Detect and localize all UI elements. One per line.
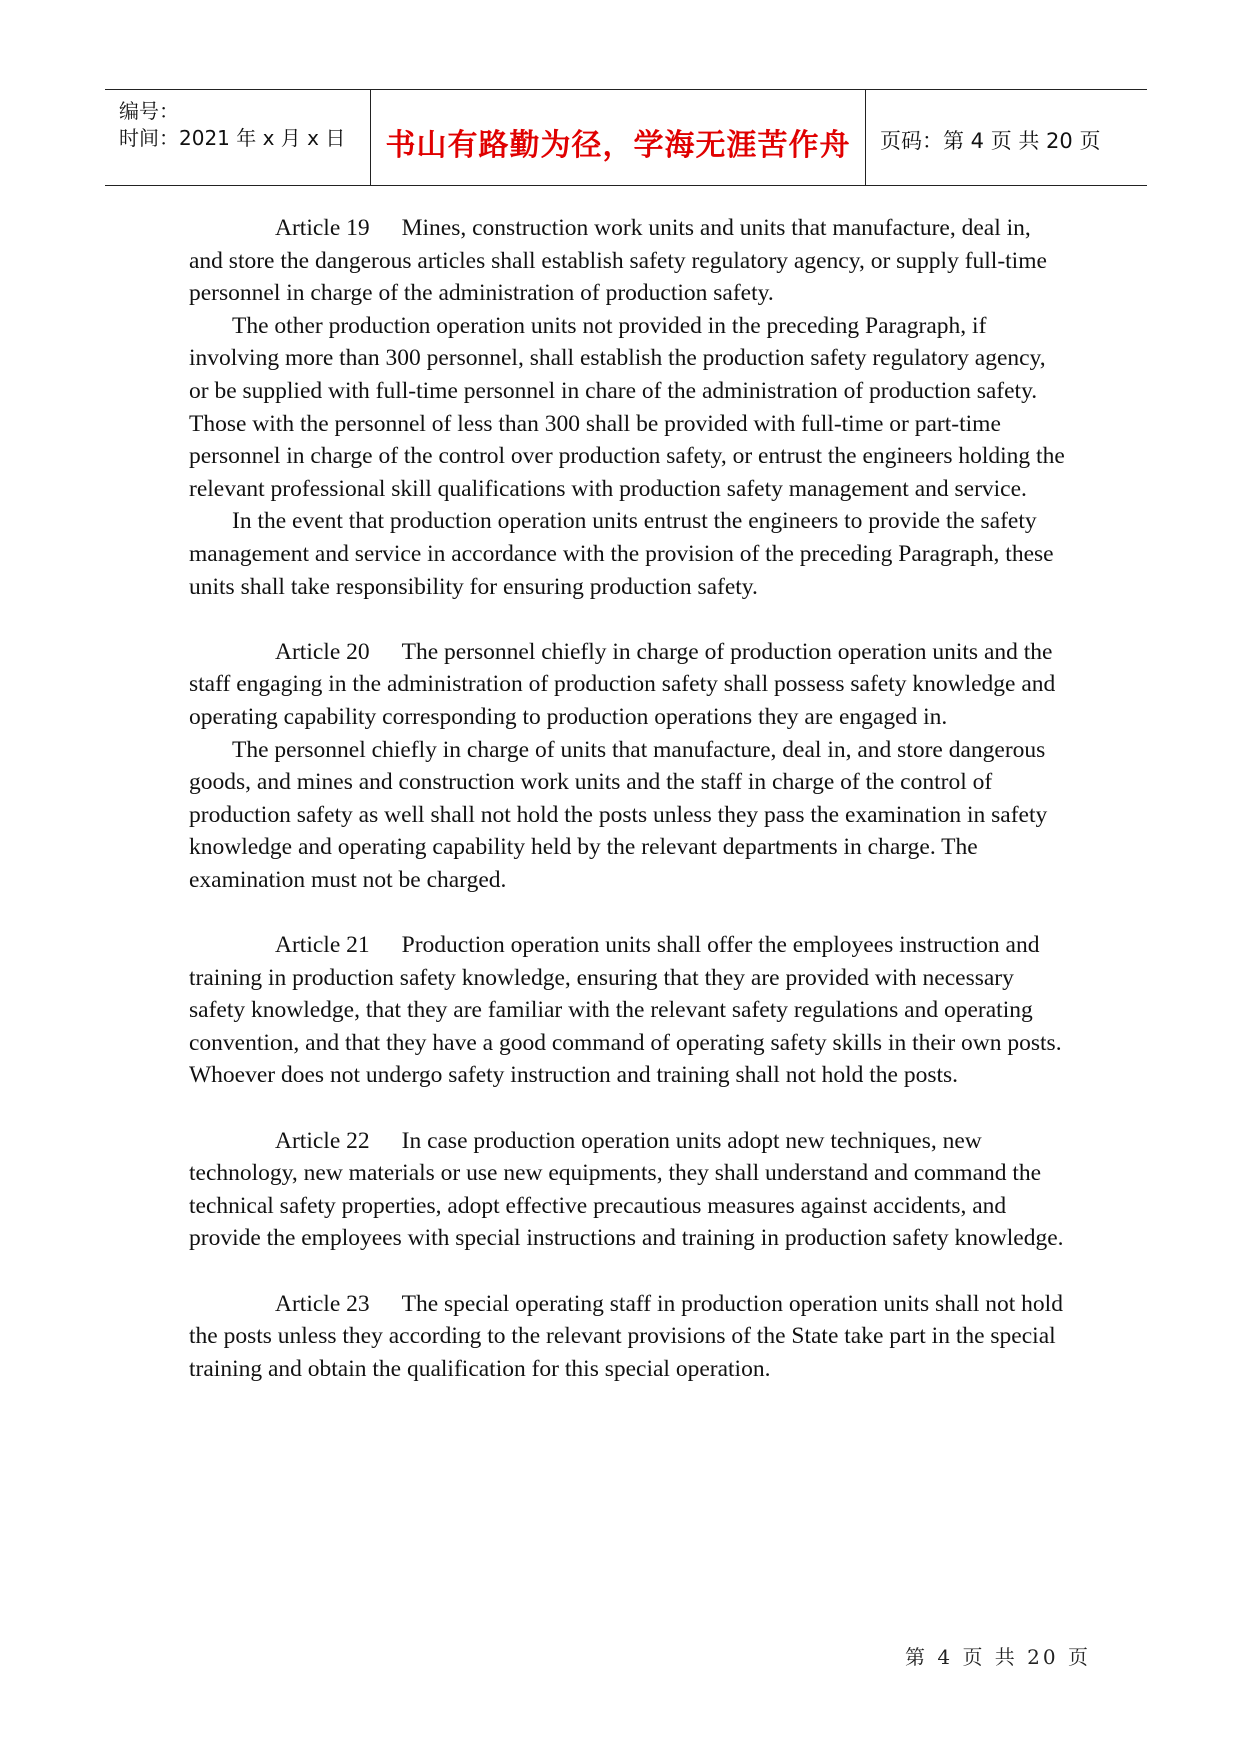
article-21 (189, 929, 1069, 1092)
article-23 (189, 1288, 1069, 1386)
article-22 (189, 1125, 1069, 1255)
article-text: Production operation units shall offer the employees instruction and training in production safety knowledge, ensuring that they are provided with necessary safety knowledge, that they are familiar with the relevant safety regulations and operating convention, and that they have a good command of operating safety skills in their own posts. Whoever does not undergo safety instruction and training shall not hold the posts. (189, 932, 1062, 1089)
header-meta-cell (105, 90, 369, 185)
document-number-label: 编号： (119, 99, 179, 123)
article-number: Article 22 (275, 1127, 370, 1154)
article-paragraph: In the event that production operation units entrust the engineers to provide the safety management and service in accordance with the provision of the preceding Paragraph, these units shall take responsibility for ensuring production safety. (189, 508, 1054, 600)
header-page-cell (866, 90, 1147, 185)
article-number: Article 21 (275, 932, 370, 959)
header-motto-cell (370, 90, 866, 185)
article-paragraph (189, 1125, 1069, 1255)
article-text: The special operating staff in production operation units shall not hold the posts unless they according to the relevant provisions of the State take part in the special training and obtain the qualification for this special operation. (189, 1290, 1063, 1382)
footer-page-number: 第 4 页 共 20 页 (905, 1645, 1091, 1669)
header-page-number: 页码：第 4 页 共 20 页 (880, 129, 1101, 153)
article-number: Article 23 (275, 1290, 370, 1317)
article-paragraph: The personnel chiefly in charge of units that manufacture, deal in, and store dangerous goods, and mines and construction work units and the staff in charge of the control of production safety as well shall not hold the posts unless they pass the examination in safety knowledge and operating capability held by the relevant departments in charge. The examination must not be charged. (189, 736, 1048, 893)
article-text: The personnel chiefly in charge of production operation units and the staff engaging in the administration of production safety shall possess safety knowledge and operating capability corresponding to production operations they are engaged in. (189, 638, 1056, 730)
header-motto: 书山有路勤为径，学海无涯苦作舟 (385, 128, 851, 163)
document-header (105, 89, 1147, 186)
article-number: Article 20 (275, 638, 370, 665)
document-body (189, 212, 1069, 1418)
article-20 (189, 636, 1069, 897)
article-text: Mines, construction work units and units that manufacture, deal in, and store the dangerous articles shall establish safety regulatory agency, or supply full-time personnel in charge of the administration of production safety. (189, 215, 1047, 307)
article-paragraph (189, 1288, 1069, 1386)
article-text: In case production operation units adopt new techniques, new technology, new materials or use new equipments, they shall understand and command the technical safety properties, adopt effective precautious measures against accidents, and provide the employees with special instructions and training in production safety knowledge. (189, 1127, 1064, 1252)
article-paragraph (189, 929, 1069, 1092)
document-time-label: 时间：2021 年 x 月 x 日 (119, 126, 346, 150)
article-paragraph (189, 636, 1069, 734)
article-19 (189, 212, 1069, 603)
article-number: Article 19 (275, 215, 370, 241)
article-paragraph (189, 212, 1069, 310)
article-paragraph: The other production operation units not provided in the preceding Paragraph, if involving more than 300 personnel, shall establish the production safety regulatory agency, or be supplied with full-time personnel in chare of the administration of production safety. Those with the personnel of less than 300 shall be provided with full-time or part-time personnel in charge of the control over production safety, or entrust the engineers holding the relevant professional skill qualifications with production safety management and service. (189, 312, 1065, 502)
